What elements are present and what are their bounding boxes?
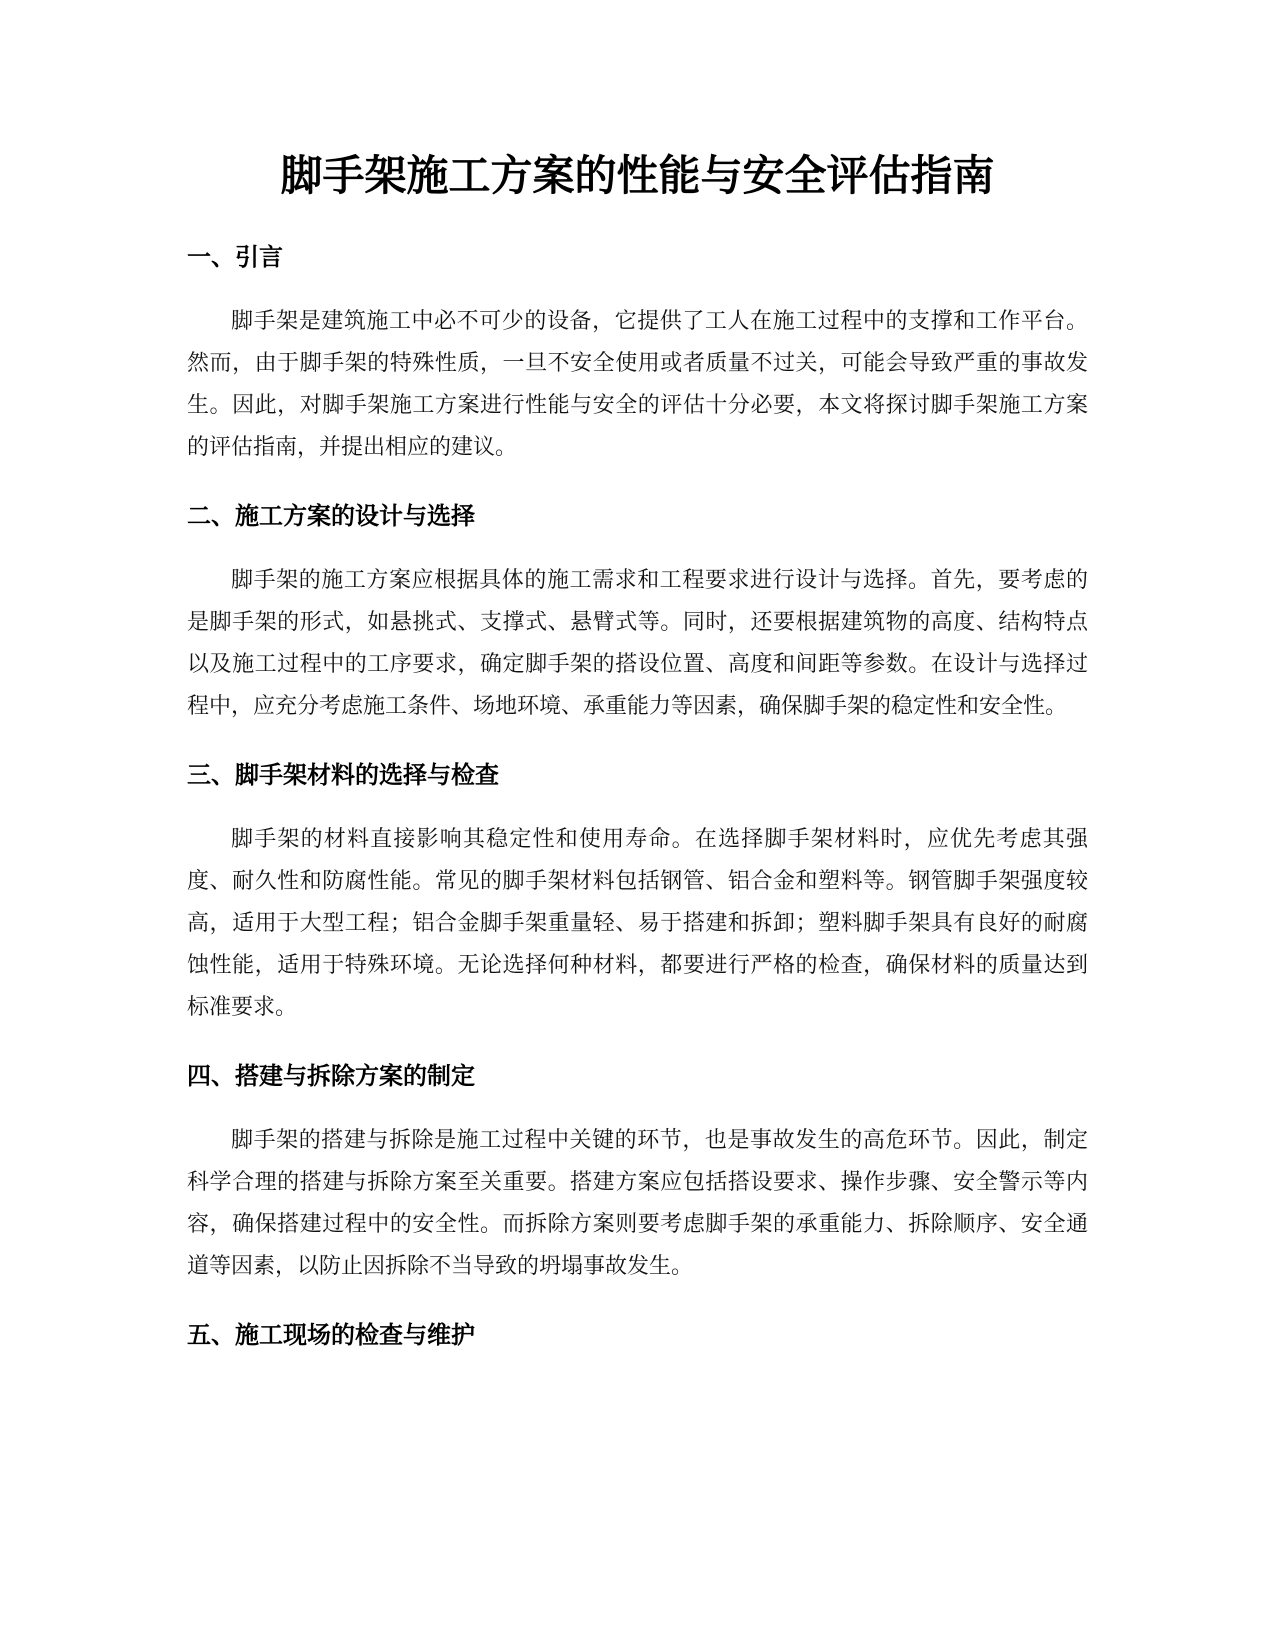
section-materials: [187, 758, 1088, 1029]
section-design-selection: [187, 499, 1088, 728]
section-heading: 一、引言: [187, 243, 283, 271]
section-heading: 四、搭建与拆除方案的制定: [187, 1062, 475, 1090]
section-paragraph: 脚手架的搭建与拆除是施工过程中关键的环节，也是事故发生的高危环节。因此，制定科学合理的搭建与拆除方案至关重要。搭建方案应包括搭设要求、操作步骤、安全警示等内容，确保搭建过程中的安全性。而拆除方案则要考虑脚手架的承重能力、拆除顺序、安全通道等因素，以防止因拆除不当导致的坍塌事故发生。: [187, 1128, 1088, 1279]
section-paragraph: 脚手架是建筑施工中必不可少的设备，它提供了工人在施工过程中的支撑和工作平台。然而，由于脚手架的特殊性质，一旦不安全使用或者质量不过关，可能会导致严重的事故发生。因此，对脚手架施工方案进行性能与安全的评估十分必要，本文将探讨脚手架施工方案的评估指南，并提出相应的建议。: [187, 309, 1088, 460]
section-paragraph: 脚手架的施工方案应根据具体的施工需求和工程要求进行设计与选择。首先，要考虑的是脚手架的形式，如悬挑式、支撑式、悬臂式等。同时，还要根据建筑物的高度、结构特点以及施工过程中的工序要求，确定脚手架的搭设位置、高度和间距等参数。在设计与选择过程中，应充分考虑施工条件、场地环境、承重能力等因素，确保脚手架的稳定性和安全性。: [187, 568, 1088, 719]
section-erection-dismantling: [187, 1059, 1088, 1288]
section-site-inspection: [187, 1318, 1088, 1352]
section-heading: 二、施工方案的设计与选择: [187, 502, 475, 530]
section-heading: 三、脚手架材料的选择与检查: [187, 761, 499, 789]
section-paragraph: 脚手架的材料直接影响其稳定性和使用寿命。在选择脚手架材料时，应优先考虑其强度、耐久性和防腐性能。常见的脚手架材料包括钢管、铝合金和塑料等。钢管脚手架强度较高，适用于大型工程；铝合金脚手架重量轻、易于搭建和拆卸；塑料脚手架具有良好的耐腐蚀性能，适用于特殊环境。无论选择何种材料，都要进行严格的检查，确保材料的质量达到标准要求。: [187, 827, 1088, 1020]
document-title: 脚手架施工方案的性能与安全评估指南: [280, 151, 995, 200]
section-heading: 五、施工现场的检查与维护: [187, 1321, 475, 1349]
section-introduction: [187, 240, 1088, 469]
